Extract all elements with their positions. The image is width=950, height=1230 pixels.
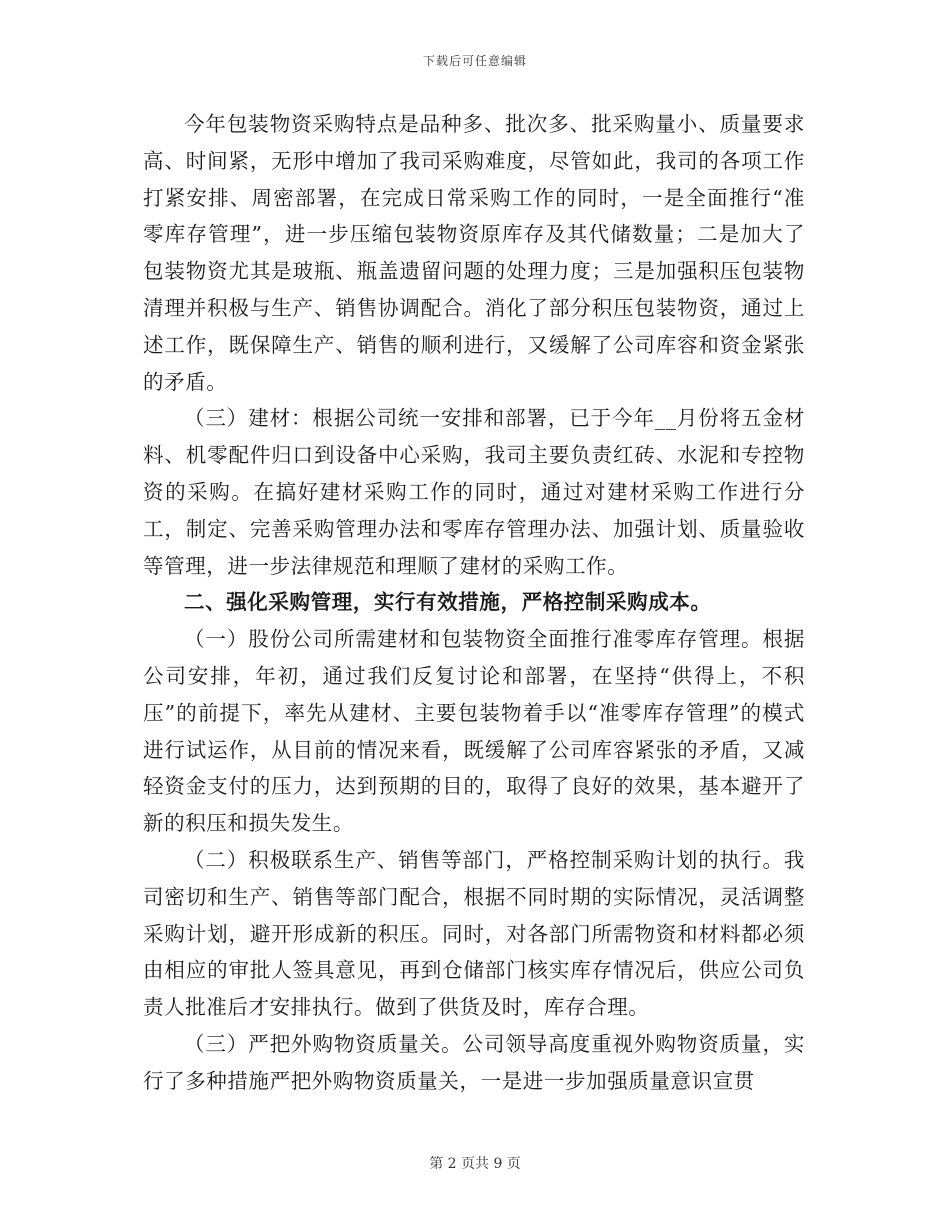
paragraph-procurement-plan: （二）积极联系生产、销售等部门，严格控制采购计划的执行。我司密切和生产、销售等部门配合，根据不同时期的实际情况，灵活调整采购计划，避开形成新的积压。同时，对各部门所需物资和材料都必须由相应的审批人签具意见，再到仓储部门核实库存情况后，供应公司负责人批准后才安排执行。做到了供货及时，库存合理。 <box>143 847 805 1020</box>
page-number-footer: 第 2 页共 9 页 <box>429 1156 521 1172</box>
paragraph-building-materials: （三）建材：根据公司统一安排和部署，已于今年__月份将五金材料、机零配件归口到设备中心采购，我司主要负责红砖、水泥和专控物资的采购。在搞好建材采购工作的同时，通过对建材采购工作进行分工，制定、完善采购管理办法和零库存管理办法、加强计划、质量验收等管理，进一步法律规范和理顺了建材的采购工作。 <box>143 406 805 578</box>
section-heading-cost-control: 二、强化采购管理，实行有效措施，严格控制采购成本。 <box>184 590 712 615</box>
document-body <box>143 106 805 1100</box>
paragraph-zero-inventory: （一）股份公司所需建材和包装物资全面推行准零库存管理。根据公司安排，年初，通过我们反复讨论和部署，在坚持“供得上，不积压”的前提下，率先从建材、主要包装物着手以“准零库存管理”的模式进行试运作，从目前的情况来看，既缓解了公司库容紧张的矛盾，又减轻资金支付的压力，达到预期的目的，取得了良好的效果，基本避开了新的积压和损失发生。 <box>143 627 805 836</box>
paragraph-quality-control: （三）严把外购物资质量关。公司领导高度重视外购物资质量，实行了多种措施严把外购物资质量关，一是进一步加强质量意识宣贯 <box>143 1031 805 1093</box>
page-header-note: 下载后可任意编辑 <box>422 54 527 68</box>
paragraph-packaging-procurement: 今年包装物资采购特点是品种多、批次多、批采购量小、质量要求高、时间紧，无形中增加了我司采购难度，尽管如此，我司的各项工作打紧安排、周密部署，在完成日常采购工作的同时，一是全面推行“准零库存管理”，进一步压缩包装物资原库存及其代储数量；二是加大了包装物资尤其是玻瓶、瓶盖遗留问题的处理力度；三是加强积压包装物清理并积极与生产、销售协调配合。消化了部分积压包装物资，通过上述工作，既保障生产、销售的顺利进行，又缓解了公司库容和资金紧张的矛盾。 <box>143 112 805 394</box>
